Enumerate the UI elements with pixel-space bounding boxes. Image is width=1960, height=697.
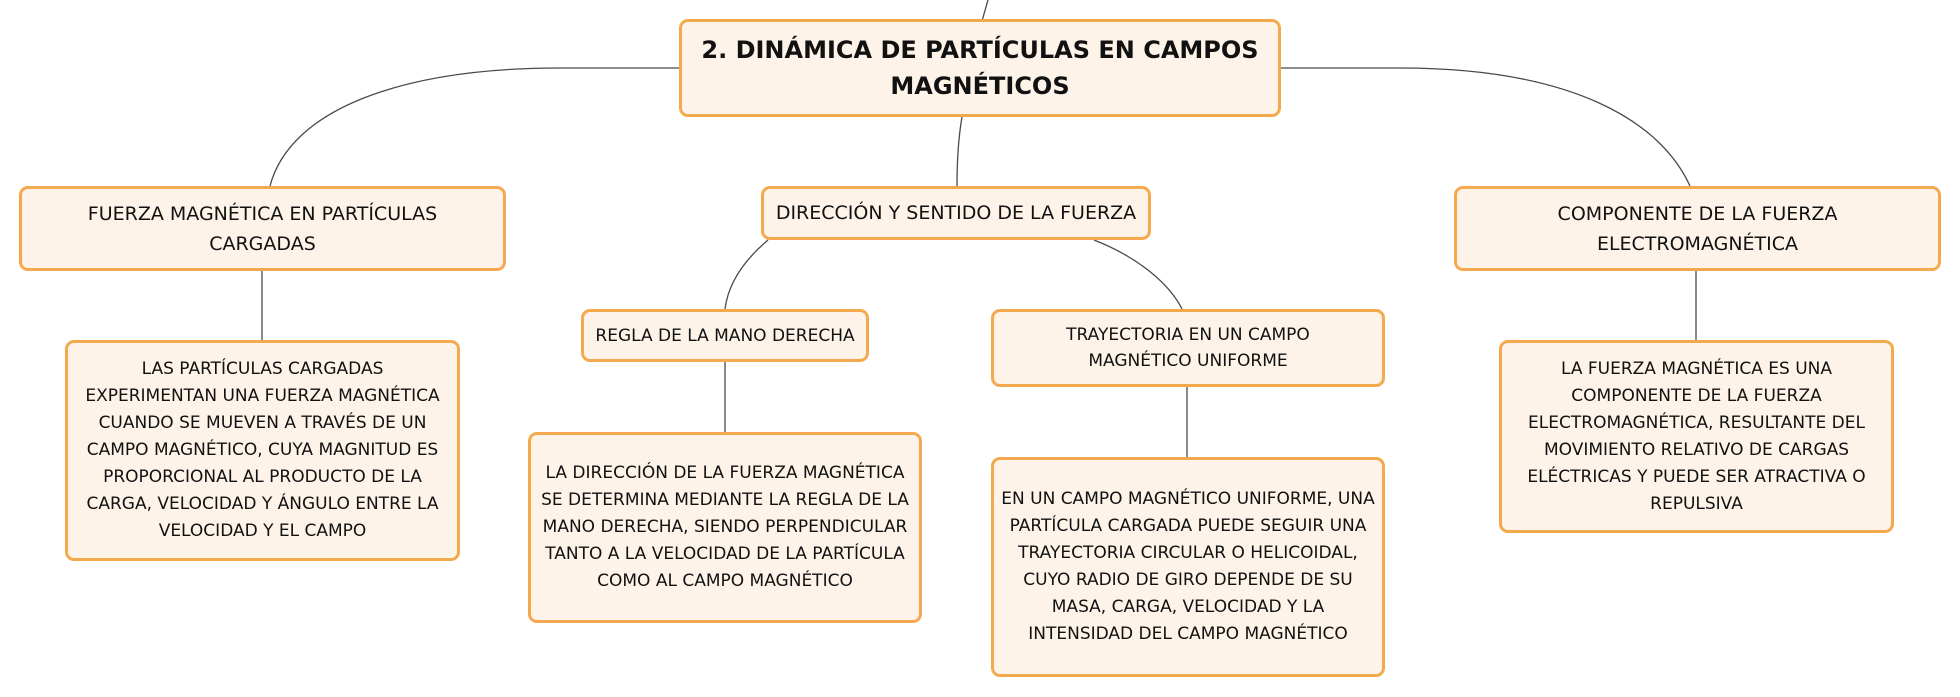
topic-fuerza-magnetica-label: FUERZA MAGNÉTICA EN PARTÍCULAS CARGADAS: [87, 202, 438, 255]
topic-fuerza-magnetica[interactable]: [19, 186, 506, 271]
subtopic-trayectoria-label: TRAYECTORIA EN UN CAMPO MAGNÉTICO UNIFORME: [1066, 325, 1310, 371]
detail-fuerza-magnetica-text: LAS PARTÍCULAS CARGADAS EXPERIMENTAN UNA FUERZA MAGNÉTICA CUANDO SE MUEVEN A TRAVÉS DE UN CAMPO MAGNÉTICO, CUYA MAGNITUD ES PROPORCIONAL AL PRODUCTO DE LA CARGA, VELOCIDAD Y ÁNGULO ENTRE LA VELOCIDAD Y EL CAMPO: [85, 359, 440, 541]
detail-fuerza-magnetica[interactable]: [65, 340, 460, 561]
detail-trayectoria-text: EN UN CAMPO MAGNÉTICO UNIFORME, UNA PARTÍCULA CARGADA PUEDE SEGUIR UNA TRAYECTORIA CIRCULAR O HELICOIDAL, CUYO RADIO DE GIRO DEPENDE DE SU MASA, CARGA, VELOCIDAD Y LA INTENSIDAD DEL CAMPO MAGNÉTICO: [1001, 489, 1375, 644]
topic-componente[interactable]: [1454, 186, 1941, 271]
detail-regla-mano-text: LA DIRECCIÓN DE LA FUERZA MAGNÉTICA SE DETERMINA MEDIANTE LA REGLA DE LA MANO DERECHA, SIENDO PERPENDICULAR TANTO A LA VELOCIDAD DE LA PARTÍCULA COMO AL CAMPO MAGNÉTICO: [541, 463, 909, 591]
root-node[interactable]: [679, 19, 1281, 117]
subtopic-regla-mano-label: REGLA DE LA MANO DERECHA: [595, 325, 855, 346]
detail-trayectoria[interactable]: [991, 457, 1385, 677]
detail-regla-mano[interactable]: [528, 432, 922, 623]
connector-incoming-root: [982, 0, 988, 21]
root-node-title: 2. DINÁMICA DE PARTÍCULAS EN CAMPOS MAGNÉTICOS: [701, 36, 1259, 100]
topic-direccion-sentido[interactable]: [761, 186, 1151, 240]
topic-direccion-sentido-label: DIRECCIÓN Y SENTIDO DE LA FUERZA: [775, 202, 1137, 224]
subtopic-regla-mano[interactable]: [581, 309, 869, 362]
topic-componente-label: COMPONENTE DE LA FUERZA ELECTROMAGNÉTICA: [1557, 202, 1838, 255]
connector-direccion-to-regla-mano: [725, 240, 768, 309]
connector-root-to-fuerza-magnetica: [270, 68, 680, 186]
connector-root-to-componente: [1280, 68, 1690, 186]
connector-direccion-to-trayectoria: [1094, 240, 1182, 309]
detail-componente[interactable]: [1499, 340, 1894, 533]
detail-componente-text: LA FUERZA MAGNÉTICA ES UNA COMPONENTE DE LA FUERZA ELECTROMAGNÉTICA, RESULTANTE DEL MOVIMIENTO RELATIVO DE CARGAS ELÉCTRICAS Y PUEDE SER ATRACTIVA O REPULSIVA: [1527, 358, 1866, 514]
connector-root-to-direccion-sentido: [957, 117, 962, 186]
subtopic-trayectoria[interactable]: [991, 309, 1385, 387]
